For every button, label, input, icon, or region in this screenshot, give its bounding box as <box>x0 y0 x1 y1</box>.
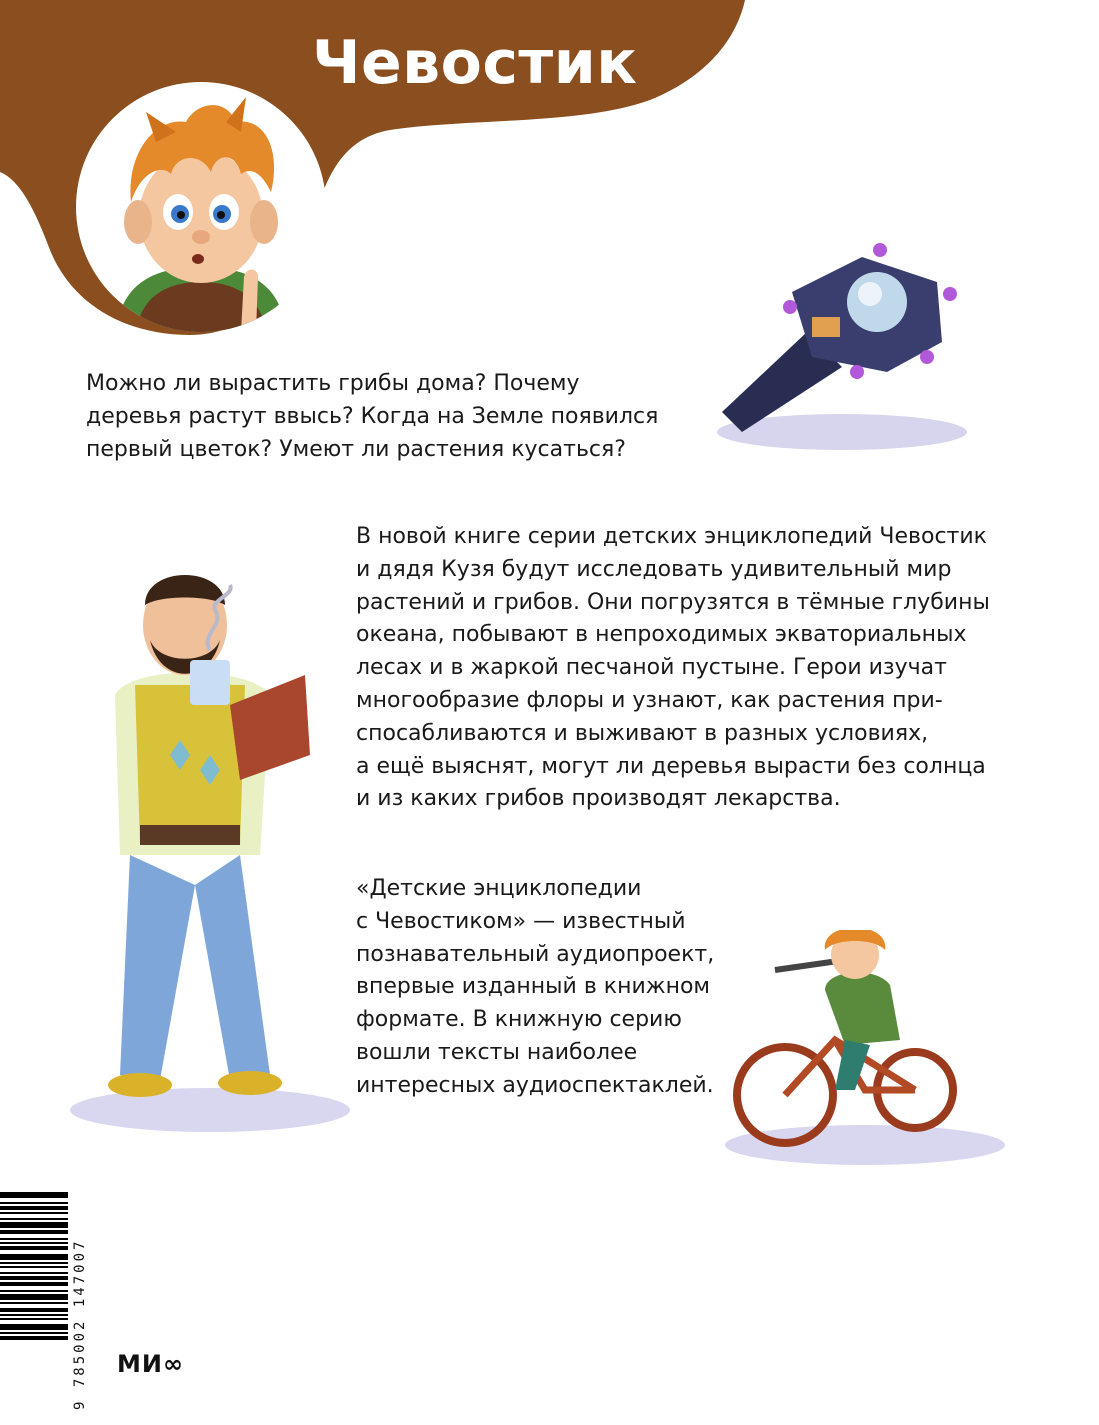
about-line: познавательный аудиопроект, <box>356 941 715 967</box>
page-title: Чевостик <box>312 28 638 98</box>
description-line: лесах и в жаркой песчаной пустыне. Герои изучат <box>356 655 947 681</box>
description-line: а ещё выяснят, могут ли деревья вырасти без солнца <box>356 753 986 779</box>
barcode-bar <box>0 1202 68 1204</box>
barcode-bar <box>0 1308 68 1312</box>
series-about <box>356 873 714 1103</box>
uncle-kuzya-illustration <box>60 555 350 1135</box>
description-line: и из каких грибов производят лекарства. <box>356 786 841 812</box>
barcode-bar <box>0 1242 68 1244</box>
barcode-bar <box>0 1246 68 1250</box>
intro-line: Можно ли вырастить грибы дома? Почему <box>86 371 580 396</box>
barcode-bar <box>0 1212 68 1214</box>
about-line: интересных аудиоспектаклей. <box>356 1072 714 1098</box>
chevostik-bicycle-illustration <box>715 930 1015 1170</box>
barcode-bar <box>0 1332 68 1334</box>
description-line: В новой книге серии детских энциклопедий Чевостик <box>356 524 987 549</box>
description-line: океана, побывают в непроходимых экваториальных <box>356 622 967 648</box>
about-line: формате. В книжную серию <box>356 1007 682 1033</box>
publisher-logo: МИ∞ <box>117 1350 184 1378</box>
chevostik-face-illustration <box>76 82 326 332</box>
barcode-bar <box>0 1262 68 1264</box>
about-line: впервые изданный в книжном <box>356 974 711 1000</box>
about-line: «Детские энциклопедии <box>356 876 642 901</box>
barcode-bar <box>0 1230 68 1234</box>
intro-questions <box>86 368 658 466</box>
barcode-bar <box>0 1302 68 1304</box>
book-description <box>356 521 990 816</box>
barcode-bar <box>0 1282 68 1286</box>
barcode-bar <box>0 1318 68 1320</box>
barcode-bar <box>0 1290 68 1292</box>
barcode-bar <box>0 1336 68 1340</box>
intro-line: первый цветок? Умеют ли растения кусаться? <box>86 436 626 462</box>
barcode-bar <box>0 1192 68 1198</box>
barcode-bar <box>0 1324 68 1330</box>
barcode-bar <box>0 1266 68 1268</box>
barcode-bar <box>0 1314 68 1316</box>
description-line: спосабливаются и выживают в разных условиях, <box>356 720 929 746</box>
barcode-bar <box>0 1238 68 1240</box>
barcode-bar <box>0 1272 68 1274</box>
barcode-bar <box>0 1276 68 1280</box>
barcode-bar <box>0 1218 68 1220</box>
about-line: с Чевостиком» — известный <box>356 908 686 934</box>
intro-line: деревья растут ввысь? Когда на Земле появился <box>86 403 659 429</box>
description-line: и дядя Кузя будут исследовать удивительный мир <box>356 556 952 582</box>
barcode-bar <box>0 1294 68 1300</box>
gadget-illustration <box>712 232 982 452</box>
barcode-bar <box>0 1206 68 1210</box>
description-line: растений и грибов. Они погрузятся в тёмные глубины <box>356 589 990 615</box>
barcode-bar <box>0 1254 68 1260</box>
about-line: вошли тексты наиболее <box>356 1039 638 1065</box>
chevostik-portrait <box>76 82 326 332</box>
description-line: многообразие флоры и узнают, как растения при- <box>356 687 943 713</box>
barcode-bar <box>0 1222 68 1228</box>
isbn-number: 9 785002 147007 <box>72 1238 88 1410</box>
